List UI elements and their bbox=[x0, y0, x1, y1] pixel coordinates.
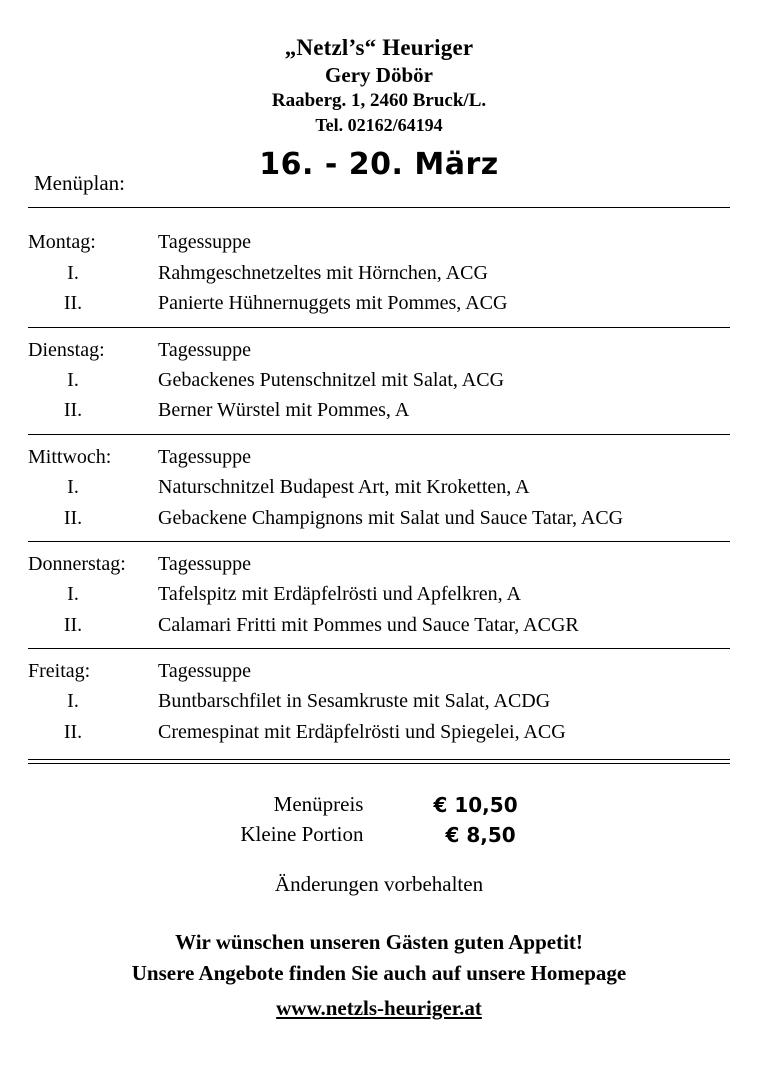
table-row bbox=[28, 717, 730, 747]
divider-top bbox=[28, 207, 730, 208]
table-row bbox=[28, 335, 730, 365]
dish-name: Tafelspitz mit Erdäpfelrösti und Apfelkren, A bbox=[158, 583, 521, 606]
dish-name: Naturschnitzel Budapest Art, mit Kroketten, A bbox=[158, 476, 530, 499]
dish-name: Cremespinat mit Erdäpfelrösti und Spiegelei, ACG bbox=[158, 720, 566, 743]
title-row bbox=[28, 145, 730, 207]
course-number: II. bbox=[63, 613, 83, 636]
dish-name: Rahmgeschnetzeltes mit Hörnchen, ACG bbox=[158, 261, 488, 284]
price-value-menu: € 10,50 bbox=[433, 793, 518, 818]
table-row bbox=[28, 610, 730, 640]
course-number: II. bbox=[63, 720, 83, 743]
dish-name: Berner Würstel mit Pommes, A bbox=[158, 399, 410, 422]
table-row bbox=[28, 579, 730, 609]
table-row bbox=[28, 503, 730, 533]
course-number: II. bbox=[63, 399, 83, 422]
phone-line: Tel. 02162/64194 bbox=[315, 114, 443, 135]
price-section bbox=[28, 790, 730, 850]
divider-bottom bbox=[28, 755, 730, 764]
price-label-menu: Menüpreis bbox=[273, 792, 364, 817]
homepage-link[interactable]: www.netzls-heuriger.at bbox=[276, 996, 482, 1021]
day-label: Freitag: bbox=[28, 660, 91, 683]
day-block-montag bbox=[28, 220, 730, 326]
course-number: I. bbox=[67, 476, 79, 499]
day-label: Dienstag: bbox=[28, 338, 105, 361]
table-row bbox=[28, 258, 730, 288]
table-row bbox=[28, 395, 730, 425]
table-row bbox=[28, 656, 730, 686]
soup-name: Tagessuppe bbox=[158, 338, 252, 361]
address-line: Raaberg. 1, 2460 Bruck/L. bbox=[271, 90, 487, 112]
course-number: I. bbox=[67, 261, 79, 284]
day-label: Montag: bbox=[28, 231, 96, 254]
day-label: Mittwoch: bbox=[28, 445, 112, 468]
day-label: Donnerstag: bbox=[28, 552, 126, 575]
restaurant-name: „Netzl’s“ Heuriger bbox=[284, 35, 474, 60]
dish-name: Calamari Fritti mit Pommes und Sauce Tatar, ACGR bbox=[158, 613, 579, 636]
soup-name: Tagessuppe bbox=[158, 231, 252, 254]
owner-name: Gery Döbör bbox=[325, 63, 433, 88]
table-row bbox=[28, 549, 730, 579]
price-label-small-portion: Kleine Portion bbox=[240, 822, 364, 847]
table-row bbox=[28, 288, 730, 318]
course-number: I. bbox=[67, 583, 79, 606]
table-row bbox=[28, 365, 730, 395]
day-block-mittwoch bbox=[28, 435, 730, 541]
soup-name: Tagessuppe bbox=[158, 660, 252, 683]
day-block-dienstag bbox=[28, 328, 730, 434]
menuplan-label: Menüplan: bbox=[34, 171, 125, 196]
course-number: II. bbox=[63, 506, 83, 529]
course-number: I. bbox=[67, 368, 79, 391]
table-row bbox=[28, 472, 730, 502]
dish-name: Gebackenes Putenschnitzel mit Salat, ACG bbox=[158, 368, 505, 391]
menu-days-list bbox=[28, 220, 730, 755]
course-number: II. bbox=[63, 292, 83, 315]
day-block-donnerstag bbox=[28, 542, 730, 648]
course-number: I. bbox=[67, 690, 79, 713]
document-footer bbox=[28, 927, 730, 1021]
price-value-small-portion: € 8,50 bbox=[445, 823, 516, 848]
dish-name: Panierte Hühnernuggets mit Pommes, ACG bbox=[158, 292, 508, 315]
document-header bbox=[28, 0, 730, 137]
dish-name: Gebackene Champignons mit Salat und Sauce Tatar, ACG bbox=[158, 506, 624, 529]
soup-name: Tagessuppe bbox=[158, 445, 252, 468]
footer-line-1: Wir wünschen unseren Gästen guten Appetit! bbox=[175, 930, 583, 955]
page-title: 16. - 20. März bbox=[259, 147, 499, 183]
soup-name: Tagessuppe bbox=[158, 552, 252, 575]
disclaimer-note: Änderungen vorbehalten bbox=[274, 872, 484, 897]
table-row bbox=[28, 227, 730, 257]
day-block-freitag bbox=[28, 649, 730, 755]
dish-name: Buntbarschfilet in Sesamkruste mit Salat, ACDG bbox=[158, 690, 551, 713]
footer-line-2: Unsere Angebote finden Sie auch auf unsere Homepage bbox=[131, 960, 627, 985]
table-row bbox=[28, 442, 730, 472]
table-row bbox=[28, 686, 730, 716]
